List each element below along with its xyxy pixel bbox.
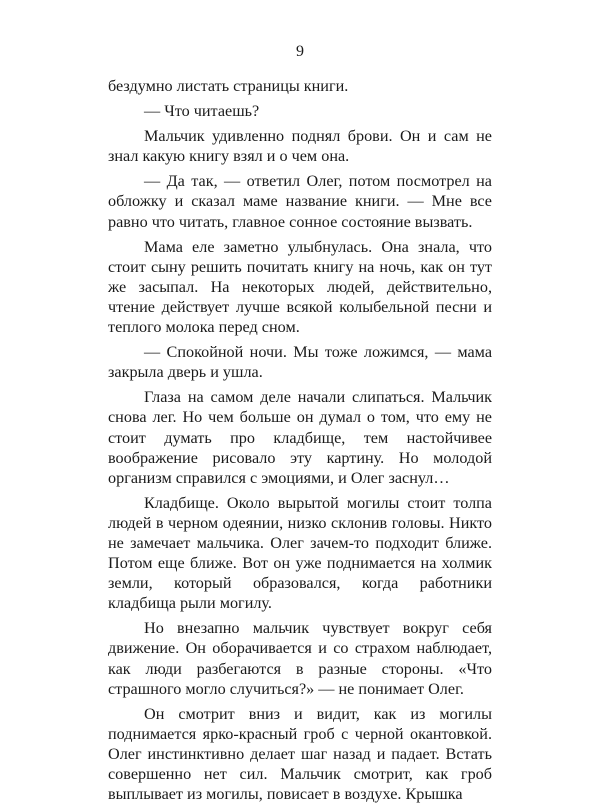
page-number: 9 xyxy=(296,43,304,60)
paragraph-5: Мама еле заметно улыбнулась. Она знала, что стоит сыну решить почитать книгу на ночь, как он тут же засыпал. На некоторых людей, действительно, чтение действует лучше всякой колыбельной песни и теплого молока перед сном. xyxy=(108,237,492,337)
paragraph-3: Мальчик удивленно поднял брови. Он и сам не знал какую книгу взял и о чем она. xyxy=(108,127,492,166)
paragraph-4: — Да так, — ответил Олег, потом посмотрел на обложку и сказал маме название книги. — Мне все равно что читать, главное сонное состояние вызвать. xyxy=(108,172,492,231)
paragraph-1: бездумно листать страницы книги. xyxy=(108,77,349,95)
paragraph-2: — Что читаешь? xyxy=(144,102,260,121)
paragraph-9: Но внезапно мальчик чувствует вокруг себя движение. Он оборачивается и со страхом наблюдает, как люди разбегаются в разные стороны. «Что страшного могло случиться?» — не понимает Олег. xyxy=(108,619,492,698)
paragraph-10: Он смотрит вниз и видит, как из могилы поднимается ярко-красный гроб с черной окантовкой. Олег инстинктивно делает шаг назад и падает. Встать совершенно нет сил. Мальчик смотрит, как гроб выплывает из могилы, повисает в воздухе. Крышка xyxy=(108,704,492,804)
paragraph-6: — Спокойной ночи. Мы тоже ложимся, — мама закрыла дверь и ушла. xyxy=(108,343,492,382)
paragraph-8: Кладбище. Около вырытой могилы стоит толпа людей в черном одеянии, низко склонив головы. Никто не замечает мальчика. Олег зачем-то подходит ближе. Потом еще ближе. Вот он уже поднимается на холмик земли, который образовался, когда работники кладбища рыли могилу. xyxy=(108,493,492,613)
paragraph-7: Глаза на самом деле начали слипаться. Мальчик снова лег. Но чем больше он думал о том, что ему не стоит думать про кладбище, тем настойчивее воображение рисовало эту картину. Но молодой организм справился с эмоциями, и Олег заснул… xyxy=(108,388,492,487)
page-body-text xyxy=(108,76,492,804)
